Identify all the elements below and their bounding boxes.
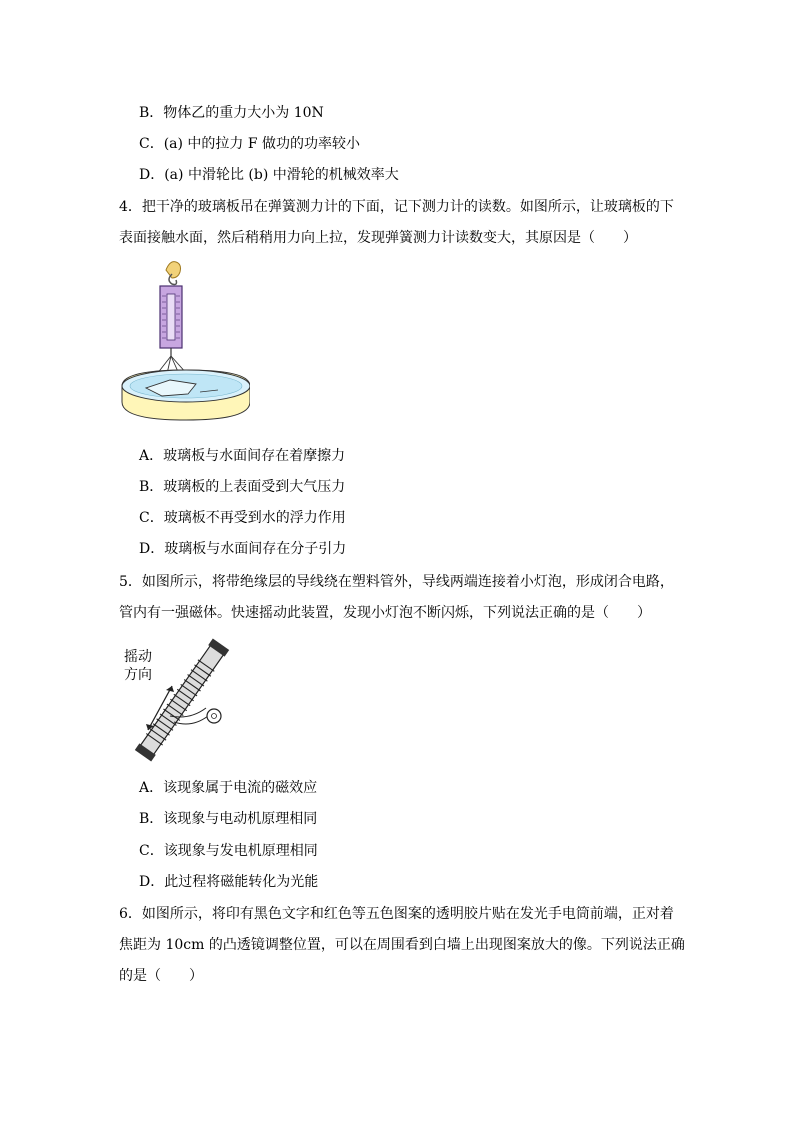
q6-stem-line-2: 焦距为 10cm 的凸透镜调整位置，可以在周围看到白墙上出现图案放大的像。下列说法正确 — [119, 937, 685, 953]
q5-option-c: C．该现象与发电机原理相同 — [139, 843, 318, 859]
hand-icon — [166, 262, 181, 278]
q4-option-c: C．玻璃板不再受到水的浮力作用 — [139, 510, 346, 526]
q3-option-c: C．(a) 中的拉力 F 做功的功率较小 — [139, 136, 361, 152]
spring-scale-figure — [118, 258, 250, 428]
shake-direction-label-line-2: 方向 — [124, 667, 152, 683]
q3-option-b: B．物体乙的重力大小为 10N — [139, 105, 324, 121]
q5-option-d: D．此过程将磁能转化为光能 — [139, 874, 319, 890]
q4-option-d: D．玻璃板与水面间存在分子引力 — [139, 541, 347, 557]
q5-option-a: A．该现象属于电流的磁效应 — [139, 780, 318, 796]
shake-direction-label-line-1: 摇动 — [124, 649, 152, 665]
q5-option-b: B．该现象与电动机原理相同 — [139, 811, 318, 827]
q4-option-a: A．玻璃板与水面间存在着摩擦力 — [139, 448, 346, 464]
q6-stem-line-3: 的是（ ） — [119, 968, 203, 984]
q3-option-d: D．(a) 中滑轮比 (b) 中滑轮的机械效率大 — [139, 167, 399, 183]
q5-stem-line-2: 管内有一强磁体。快速摇动此装置，发现小灯泡不断闪烁，下列说法正确的是（ ） — [119, 605, 651, 621]
q6-stem-line-1: 6．如图所示，将印有黑色文字和红色等五色图案的透明胶片贴在发光手电筒前端，正对着 — [119, 906, 674, 922]
q4-stem-line-2: 表面接触水面，然后稍稍用力向上拉，发现弹簧测力计读数变大，其原因是（ ） — [119, 230, 637, 246]
q5-stem-line-1: 5．如图所示，将带绝缘层的导线绕在塑料管外，导线两端连接着小灯泡，形成闭合电路， — [119, 574, 674, 590]
q4-option-b: B．玻璃板的上表面受到大气压力 — [139, 479, 346, 495]
q4-stem-line-1: 4．把干净的玻璃板吊在弹簧测力计的下面，记下测力计的读数。如图所示，让玻璃板的下 — [119, 199, 674, 215]
light-bulb-icon — [207, 709, 221, 723]
coil-tube-figure — [124, 636, 234, 764]
